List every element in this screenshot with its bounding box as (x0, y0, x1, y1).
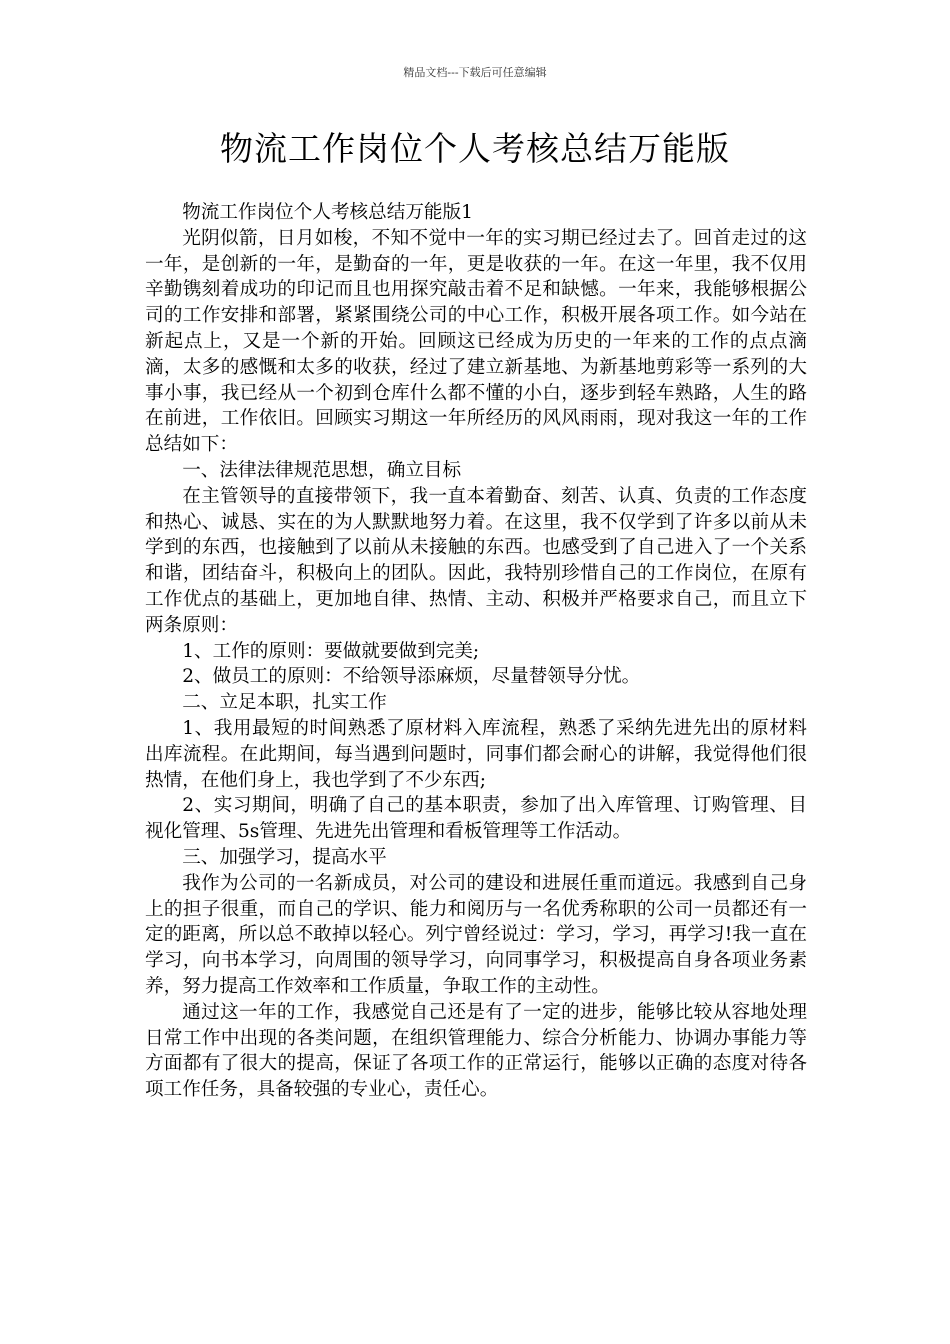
principle-item-2: 2、做员工的原则：不给领导添麻烦，尽量替领导分忧。 (182, 666, 641, 688)
section-heading-3: 三、加强学习，提高水平 (182, 846, 387, 868)
section-heading-1: 一、法律法律规范思想，确立目标 (182, 459, 462, 481)
header-note: 精品文档---下载后可任意编辑 (403, 66, 547, 79)
document-body (145, 200, 807, 1103)
section-2-item-1: 1、我用最短的时间熟悉了原材料入库流程，熟悉了采纳先进先出的原材料出库流程。在此期间，每当遇到问题时，同事们都会耐心的讲解，我觉得他们很热情，在他们身上，我也学到了不少东西; (145, 717, 807, 791)
section-1-paragraph: 在主管领导的直接带领下，我一直本着勤奋、刻苦、认真、负责的工作态度和热心、诚恳、实在的为人默默地努力着。在这里，我不仅学到了许多以前从未学到的东西，也接触到了以前从未接触的东西。也感受到了自己进入了一个关系和谐，团结奋斗，积极向上的团队。因此，我特别珍惜自己的工作岗位，在原有工作优点的基础上，更加地自律、热情、主动、积极并严格要求自己，而且立下两条原则： (145, 485, 807, 636)
section-heading-2: 二、立足本职，扎实工作 (182, 692, 387, 714)
principle-item-1: 1、工作的原则：要做就要做到完美; (182, 640, 480, 662)
subtitle-paragraph: 物流工作岗位个人考核总结万能版1 (182, 202, 473, 223)
intro-paragraph: 光阴似箭，日月如梭，不知不觉中一年的实习期已经过去了。回首走过的这一年，是创新的一年，是勤奋的一年，更是收获的一年。在这一年里，我不仅用辛勤镌刻着成功的印记而且也用探究敲击着不足和缺憾。一年来，我能够根据公司的工作安排和部署，紧紧围绕公司的中心工作，积极开展各项工作。如今站在新起点上，又是一个新的开始。回顾这已经成为历史的一年来的工作的点点滴滴，太多的感慨和太多的收获，经过了建立新基地、为新基地剪彩等一系列的大事小事，我已经从一个初到仓库什么都不懂的小白，逐步到轻车熟路，人生的路在前进，工作依旧。回顾实习期这一年所经历的风风雨雨，现对我这一年的工作总结如下： (145, 227, 807, 456)
section-2-item-2: 2、实习期间，明确了自己的基本职责，参加了出入库管理、订购管理、目视化管理、5s管理、先进先出管理和看板管理等工作活动。 (145, 795, 807, 843)
closing-paragraph: 通过这一年的工作，我感觉自己还是有了一定的进步，能够比较从容地处理日常工作中出现的各类问题，在组织管理能力、综合分析能力、协调办事能力等方面都有了很大的提高，保证了各项工作的正常运行，能够以正确的态度对待各项工作任务，具备较强的专业心，责任心。 (145, 1001, 807, 1101)
section-3-paragraph: 我作为公司的一名新成员，对公司的建设和进展任重而道远。我感到自己身上的担子很重，而自己的学识、能力和阅历与一名优秀称职的公司一员都还有一定的距离，所以总不敢掉以轻心。列宁曾经说过：学习，学习，再学习!我一直在学习，向书本学习，向周围的领导学习，向同事学习，积极提高自身各项业务素养，努力提高工作效率和工作质量，争取工作的主动性。 (145, 872, 807, 997)
document-title: 物流工作岗位个人考核总结万能版 (220, 129, 730, 168)
